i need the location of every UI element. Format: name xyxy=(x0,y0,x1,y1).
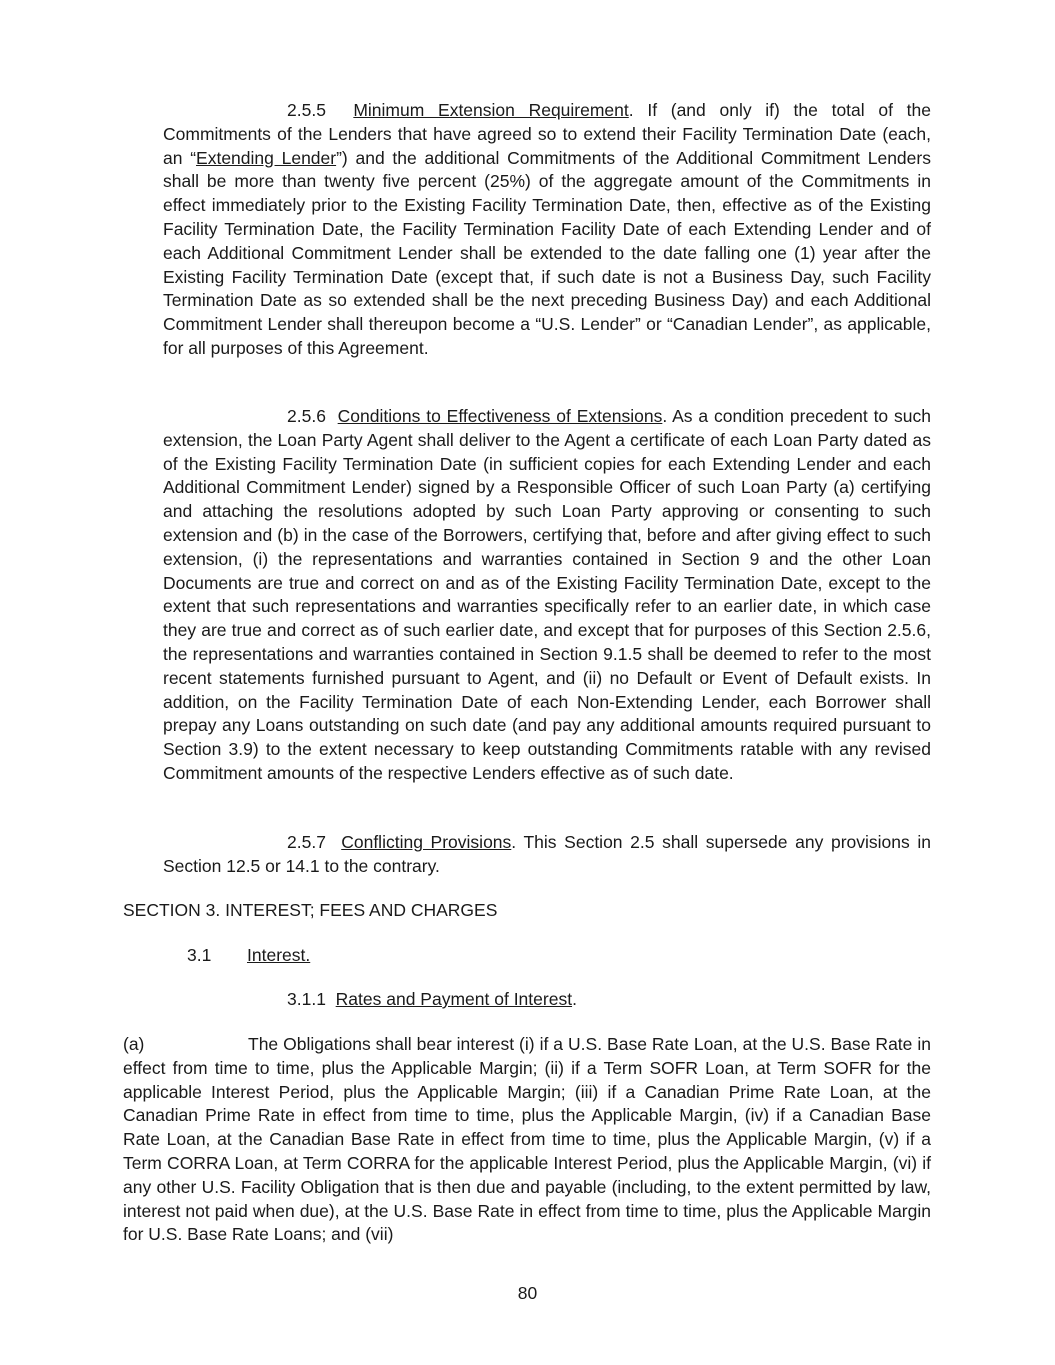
section-3-1 xyxy=(187,944,587,968)
paragraph-a xyxy=(123,1033,931,1247)
heading-trail: . xyxy=(572,989,577,1009)
section-number: 2.5.5 xyxy=(287,100,326,120)
section-heading: Conditions to Effectiveness of Extensions xyxy=(337,406,663,426)
defined-term: Extending Lender xyxy=(196,147,337,168)
section-heading: Rates and Payment of Interest xyxy=(335,989,573,1009)
section-heading: Conflicting Provisions xyxy=(341,832,512,852)
section-number: 3.1.1 xyxy=(287,989,326,1009)
section-heading: Minimum Extension Requirement xyxy=(353,100,629,120)
section-text: . As a condition precedent to such extension, the Loan Party Agent shall deliver to the Agent a certificate of each Loan Party dated as of the Existing Facility Termination Date (in sufficient copies for each Extending Lender and each Additional Commitment Lender) signed by a Responsible Officer of such Loan Party (a) certifying and attaching the resolutions adopted by such Loan Party approving or consenting to such extension and (b) in the case of the Borrowers, certifying that, before and after giving effect to such extension, (i) the representations and warranties contained in Section 9 and the other Loan Documents are true and correct on and as of the Existing Facility Termination Date, except to the extent that such representations and warranties specifically refer to an earlier date, in which case they are true and correct as of such earlier date, and except that for purposes of this Section 2.5.6, the representations and warranties contained in Section 9.1.5 shall be deemed to refer to the most recent statements furnished pursuant to Agent, and (ii) no Default or Event of Default exists. In addition, on the Facility Termination Date of each Non-Extending Lender, each Borrower shall prepay any Loans outstanding on such date (and pay any additional amounts required pursuant to Section 3.9) to the extent necessary to keep outstanding Commitments ratable with any revised Commitment amounts of the respective Lenders effective as of such date. xyxy=(163,406,931,783)
section-number: 2.5.6 xyxy=(287,406,326,426)
section-2-5-7 xyxy=(163,831,931,879)
section-text: . This Section 2.5 shall supersede any provisions in Section 12.5 or 14.1 to the contrary. xyxy=(163,832,932,876)
section-number: 3.1 xyxy=(187,945,212,965)
section-2-5-5 xyxy=(163,99,931,361)
page-number: 80 xyxy=(517,1283,538,1303)
section-number: 2.5.7 xyxy=(287,832,326,852)
section-text: . If (and only if) the total of the Commitments of the Lenders that have agreed so to extend their Facility Termination Date (each, an “ xyxy=(163,100,931,168)
section-2-5-6 xyxy=(163,405,931,786)
paragraph-label: (a) xyxy=(123,1034,145,1054)
section-3-1-1 xyxy=(287,988,787,1012)
paragraph-text: The Obligations shall bear interest (i) if a U.S. Base Rate Loan, at the U.S. Base Rate in effect from time to time, plus the Applicable Margin; (ii) if a Term SOFR Loan, at Term SOFR for the applicable Interest Period, plus the Applicable Margin; (iii) if a Canadian Prime Rate Loan, at the Canadian Prime Rate in effect from time to time, plus the Applicable Margin, (iv) if a Canadian Base Rate Loan, at the Canadian Base Rate in effect from time to time, plus the Applicable Margin, (v) if a Term CORRA Loan, at Term CORRA for the applicable Interest Period, plus the Applicable Margin, (vi) if any other U.S. Facility Obligation that is then due and payable (including, to the extent permitted by law, interest not paid when due), at the U.S. Base Rate in effect from time to time, plus the Applicable Margin for U.S. Base Rate Loans; and (vii) xyxy=(123,1034,931,1245)
section-3-title: SECTION 3. INTEREST; FEES AND CHARGES xyxy=(123,900,498,920)
section-text: ”) and the additional Commitments of the Additional Commitment Lenders shall be more than twenty five percent (25%) of the aggregate amount of the Commitments in effect immediately prior to the Existing Facility Termination Date, then, effective as of the Existing Facility Termination Date, the Facility Termination Facility Date of each Extending Lender and of each Additional Commitment Lender shall be extended to the date falling one (1) year after the Existing Facility Termination Date (except that, if such date is not a Business Day, such Facility Termination Date as so extended shall be the next preceding Business Day) and each Additional Commitment Lender shall thereupon become a “U.S. Lender” or “Canadian Lender”, as applicable, for all purposes of this Agreement. xyxy=(163,147,931,358)
section-heading: Interest. xyxy=(247,945,311,965)
